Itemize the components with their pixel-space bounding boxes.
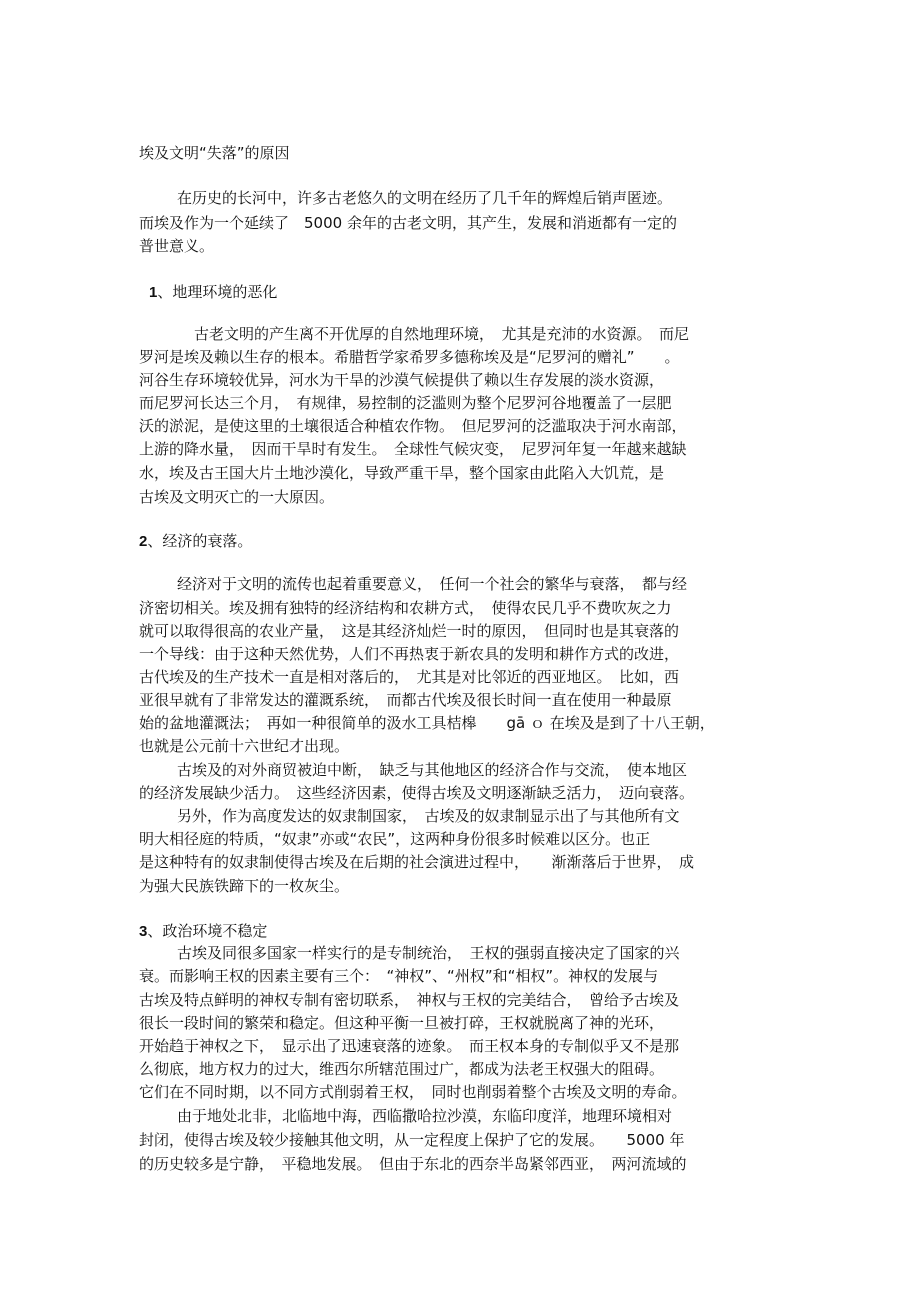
paragraph-line: 始的盆地灌溉法； 再如一种很简单的汲水工具桔槔 gā ｏ 在埃及是到了十八王朝， [139, 714, 715, 732]
paragraph-line: 沃的淤泥，是使这里的土壤很适合种植农作物。 但尼罗河的泛滥取决于河水南部， [139, 417, 687, 435]
paragraph-line: 的历史较多是宁静， 平稳地发展。 但由于东北的西奈半岛紧邻西亚， 两河流域的 [139, 1155, 687, 1173]
intro-line: 而埃及作为一个延续了 5000 余年的古老文明，其产生，发展和消逝都有一定的 [139, 214, 677, 232]
paragraph-line: 开始趋于神权之下， 显示出了迅速衰落的迹象。 而王权本身的专制似乎又不是那 [139, 1037, 680, 1055]
section-number: 1 [149, 284, 158, 301]
paragraph-line: 罗河是埃及赖以生存的根本。希腊哲学家希罗多德称埃及是“尼罗河的赠礼” 。 [139, 348, 680, 366]
section-1-heading [149, 281, 277, 304]
section-title: 、政治环境不稳定 [147, 922, 268, 940]
paragraph-line: 一个导线：由于这种天然优势，人们不再热衷于新农具的发明和耕作方式的改进， [139, 645, 680, 663]
intro-line: 普世意义。 [139, 237, 215, 255]
document-title: 埃及文明“失落”的原因 [139, 144, 290, 162]
section-2-heading [139, 530, 252, 553]
section-title: 、经济的衰落。 [147, 532, 253, 550]
paragraph-line: 古埃及特点鲜明的神权专制有密切联系， 神权与王权的完美结合， 曾给予古埃及 [139, 991, 680, 1009]
paragraph-line: 水，埃及古王国大片土地沙漠化，导致严重干旱，整个国家由此陷入大饥荒，是 [139, 464, 665, 482]
paragraph-line: 很长一段时间的繁荣和稳定。但这种平衡一旦被打碎，王权就脱离了神的光环， [139, 1014, 665, 1032]
section-3-heading [139, 920, 267, 943]
paragraph-line: 为强大民族铁蹄下的一枚灰尘。 [139, 877, 350, 895]
paragraph-line: 而尼罗河长达三个月， 有规律，易控制的泛滥则为整个尼罗河谷地覆盖了一层肥 [139, 394, 672, 412]
paragraph-line: 古代埃及的生产技术一直是相对落后的， 尤其是对比邻近的西亚地区。 比如，西 [139, 668, 680, 686]
paragraph-line: 亚很早就有了非常发达的灌溉系统， 而都古代埃及很长时间一直在使用一种最原 [139, 691, 672, 709]
paragraph-line: 封闭，使得古埃及较少接触其他文明，从一定程度上保护了它的发展。 5000 年 [139, 1131, 685, 1149]
section-title: 、地理环境的恶化 [157, 283, 278, 301]
paragraph-line: 古埃及的对外商贸被迫中断， 缺乏与其他地区的经济合作与交流， 使本地区 [177, 761, 688, 779]
section-number: 3 [139, 923, 148, 940]
paragraph-line: 是这种特有的奴隶制使得古埃及在后期的社会演进过程中， 渐渐落后于世界， 成 [139, 853, 695, 871]
paragraph-line: 就可以取得很高的农业产量， 这是其经济灿烂一时的原因， 但同时也是其衰落的 [139, 622, 680, 640]
paragraph-line: 河谷生存环境较优异，河水为干旱的沙漠气候提供了赖以生存发展的淡水资源， [139, 371, 665, 389]
paragraph-line: 明大相径庭的特质，“奴隶”亦或“农民”，这两种身份很多时候难以区分。也正 [139, 830, 651, 848]
paragraph-line: 上游的降水量， 因而干旱时有发生。 全球性气候灾变， 尼罗河年复一年越来越缺 [139, 440, 687, 458]
paragraph-line: 古埃及文明灭亡的一大原因。 [139, 488, 335, 506]
paragraph-line: 的经济发展缺少活力。 这些经济因素，使得古埃及文明逐渐缺乏活力， 迈向衰落。 [139, 784, 695, 802]
paragraph-line: 由于地处北非，北临地中海，西临撒哈拉沙漠，东临印度洋，地理环境相对 [177, 1107, 673, 1125]
paragraph-line: 古老文明的产生离不开优厚的自然地理环境， 尤其是充沛的水资源。 而尼 [194, 325, 690, 343]
paragraph-line: 也就是公元前十六世纪才出现。 [139, 737, 350, 755]
paragraph-line: 济密切相关。埃及拥有独特的经济结构和农耕方式， 使得农民几乎不费吹灰之力 [139, 599, 672, 617]
paragraph-line: 它们在不同时期，以不同方式削弱着王权， 同时也削弱着整个古埃及文明的寿命。 [139, 1083, 687, 1101]
paragraph-line: 另外，作为高度发达的奴隶制国家， 古埃及的奴隶制显示出了与其他所有文 [177, 807, 680, 825]
intro-line: 在历史的长河中，许多古老悠久的文明在经历了几千年的辉煌后销声匿迹。 [177, 189, 673, 207]
paragraph-line: 衰。而影响王权的因素主要有三个： “神权”、“州权”和“相权”。神权的发展与 [139, 967, 659, 985]
section-number: 2 [139, 533, 148, 550]
paragraph-line: 么彻底，地方权力的过大，维西尔所辖范围过广，都成为法老王权强大的阻碍。 [139, 1060, 665, 1078]
paragraph-line: 经济对于文明的流传也起着重要意义， 任何一个社会的繁华与衰落， 都与经 [177, 575, 688, 593]
paragraph-line: 古埃及同很多国家一样实行的是专制统治， 王权的强弱直接决定了国家的兴 [177, 944, 680, 962]
